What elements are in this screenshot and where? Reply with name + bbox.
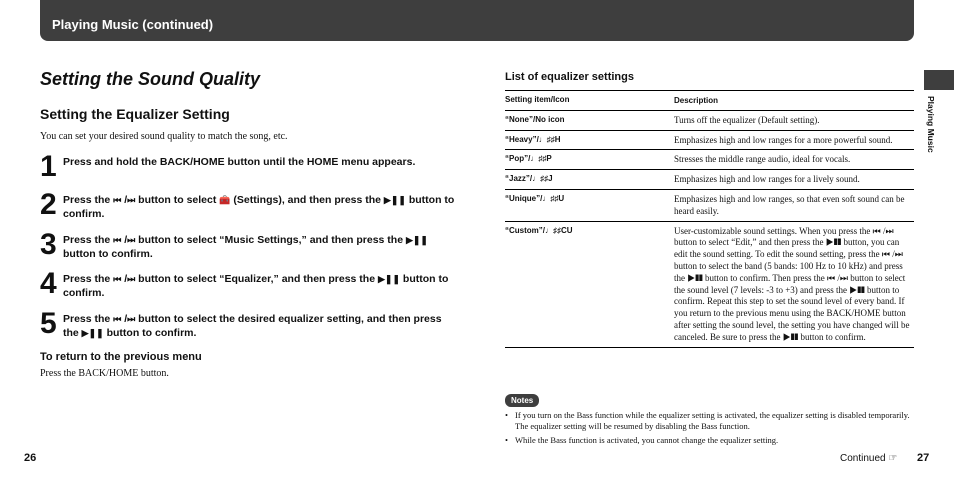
play-pause-icon: ▶❚❚ [405, 235, 428, 245]
section-title: Setting the Sound Quality [40, 69, 260, 89]
page-number-left: 26 [24, 452, 37, 464]
step-text: Press the ⏮ /⏭ button to select “Music Settings,” and then press the ▶❚❚ button to confirm. [63, 234, 428, 260]
next-icon: ⏭ [127, 314, 136, 324]
note-item: • While the Bass function is activated, you cannot change the equalizer setting. [505, 435, 910, 446]
continued-label: Continued ☞ [840, 453, 898, 464]
header-title: Playing Music (continued) [52, 17, 214, 32]
play-pause-icon: ▶❚❚ [81, 327, 104, 338]
previous-icon: ⏮ [113, 235, 122, 245]
return-text: Press the BACK/HOME button. [40, 368, 169, 379]
side-label: Playing Music [926, 96, 936, 153]
settings-icon: 🧰 [219, 195, 231, 205]
next-icon: ⏭ [127, 235, 136, 245]
setting-description: Emphasizes high and low ranges for a lively sound. [674, 174, 860, 185]
section-tab-marker [924, 70, 954, 90]
previous-icon: ⏮ [113, 314, 122, 324]
notes-badge: Notes [505, 394, 539, 407]
table-header-cell: Description [674, 96, 719, 105]
table-title: List of equalizer settings [505, 71, 634, 83]
setting-description: User-customizable sound settings. When you press the ⏮ /⏭ button to select “Edit,” and then press the ▶❚❚ button, you can edit the sound setting. To edit the sound setting, press the ⏮ /⏭ button to select the band (5 bands: 100 Hz to 10 kHz) and press the ▶❚❚ button to confirm. Then press the ⏮ /⏭ button to select the sound level (7 levels: -3 to +3) and press the ▶❚❚ button to confirm. Repeat this step to set the sound level of every band. If you return to the previous menu using the BACK/HOME button after setting the sound level, the setting you have changed will be canceled. Be sure to press the ▶❚❚ button to confirm. [674, 225, 910, 342]
table-row [505, 131, 914, 151]
setting-description: Emphasizes high and low ranges for a more powerful sound. [674, 134, 893, 145]
next-icon: ⏭ [127, 195, 136, 205]
setting-item: “Custom”/♩♯♯CU [505, 225, 573, 235]
play-pause-icon: ▶❚❚ [377, 274, 400, 284]
step-text: Press the ⏮ /⏭ button to select “Equalizer,” and then press the ▶❚❚ button to confirm. [63, 273, 449, 299]
setting-item: “None”/No icon [505, 114, 565, 124]
step-number: 5 [40, 307, 57, 340]
table-row [505, 190, 914, 222]
setting-description: Turns off the equalizer (Default setting). [674, 114, 820, 125]
page-number-right: 27 [917, 452, 930, 464]
note-item: • If you turn on the Bass function while the equalizer setting is activated, the equalizer setting is disabled temporarily. The equalizer setting will be resumed by disabling the Bass function. [505, 410, 910, 432]
step-number: 3 [40, 228, 57, 261]
section-subtitle: Setting the Equalizer Setting [40, 106, 230, 122]
setting-item: “Jazz”/♩♯♯J [505, 174, 553, 184]
step-number: 1 [40, 150, 57, 183]
notes-list [505, 410, 910, 449]
setting-item: “Pop”/♩♯♯P [505, 154, 552, 164]
step-text: Press the ⏮ /⏭ button to select the desired equalizer setting, and then press the ▶❚❚ button to confirm. [63, 313, 442, 339]
setting-item: “Heavy”/♩♯♯H [505, 134, 561, 144]
step-number: 2 [40, 188, 57, 221]
previous-icon: ⏮ [113, 195, 122, 205]
equalizer-table [505, 90, 914, 348]
step-number: 4 [40, 267, 57, 300]
table-row [505, 111, 914, 131]
step-text: Press and hold the BACK/HOME button until the HOME menu appears. [63, 156, 416, 168]
table-row [505, 222, 914, 348]
header-bar [40, 0, 914, 41]
setting-description: Emphasizes high and low ranges, so that even soft sound can be heard easily. [674, 193, 905, 216]
table-row [505, 170, 914, 190]
intro-text: You can set your desired sound quality to match the song, etc. [40, 131, 288, 142]
previous-icon: ⏮ [113, 274, 122, 284]
table-row [505, 150, 914, 170]
setting-description: Stresses the middle range audio, ideal for vocals. [674, 154, 851, 165]
next-icon: ⏭ [127, 274, 136, 284]
table-header-cell: Setting item/Icon [505, 95, 570, 104]
return-heading: To return to the previous menu [40, 351, 202, 363]
setting-item: “Unique”/♩♯♯U [505, 193, 565, 203]
play-pause-icon: ▶❚❚ [383, 195, 406, 205]
table-header-row [505, 91, 914, 111]
step-text: Press the ⏮ /⏭ button to select 🧰 (Settings), and then press the ▶❚❚ button to confirm. [63, 194, 455, 220]
